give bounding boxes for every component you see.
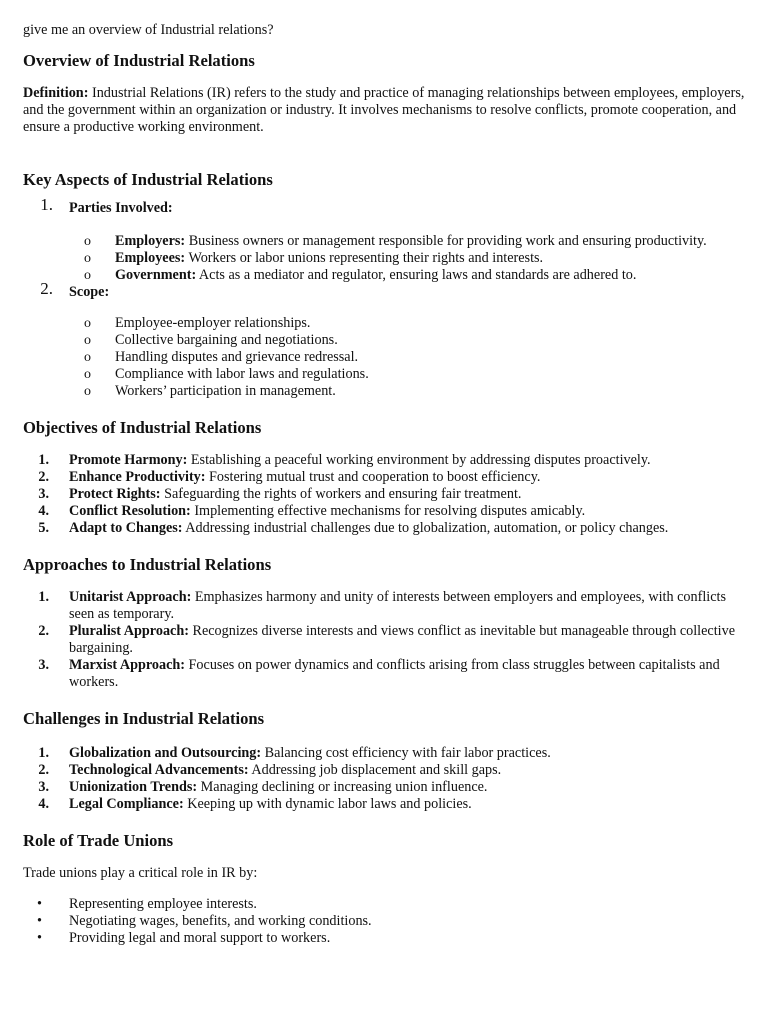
item-number: 3. <box>38 486 49 502</box>
list-item <box>23 657 745 691</box>
item-text: Establishing a peaceful working environment by addressing disputes proactively. <box>187 452 651 468</box>
trade-unions-heading: Role of Trade Unions <box>23 831 174 850</box>
circle-bullet-icon: o <box>84 251 91 266</box>
sub-list-item <box>69 267 745 284</box>
sub-item-label: Employers: <box>115 233 186 249</box>
bullet-icon: • <box>37 896 42 912</box>
parties-sublist <box>69 233 745 284</box>
item-text: Providing legal and moral support to workers. <box>69 930 331 946</box>
item-text: Addressing job displacement and skill gaps. <box>248 762 502 778</box>
approaches-heading: Approaches to Industrial Relations <box>23 555 272 574</box>
document-page <box>23 22 745 947</box>
list-item <box>23 195 745 284</box>
sub-item-label: Government: <box>115 267 197 283</box>
item-text: Representing employee interests. <box>69 896 257 912</box>
list-item <box>23 520 745 537</box>
scope-sublist <box>69 315 745 400</box>
sub-list-item <box>69 250 745 267</box>
list-item <box>23 623 745 657</box>
trade-unions-intro: Trade unions play a critical role in IR by: <box>23 865 258 881</box>
item-label: Marxist Approach: <box>69 657 185 673</box>
circle-bullet-icon: o <box>84 350 91 365</box>
list-item <box>23 762 745 779</box>
item-label: Unionization Trends: <box>69 779 198 795</box>
list-item <box>23 469 745 486</box>
key-aspects-list <box>23 195 745 400</box>
item-text: Managing declining or increasing union influence. <box>197 779 488 795</box>
definition-text: Industrial Relations (IR) refers to the study and practice of managing relationships between employees, employers, and the government within an organization or industry. It involves mechanisms to resolve conflicts, promote cooperation, and ensure a productive working environment. <box>23 85 745 135</box>
circle-bullet-icon: o <box>84 316 91 331</box>
item-number: 4. <box>38 796 49 812</box>
sub-item-text: Handling disputes and grievance redressal. <box>115 349 359 365</box>
objectives-heading: Objectives of Industrial Relations <box>23 418 262 437</box>
item-number: 2. <box>38 623 49 639</box>
item-number: 2. <box>38 469 49 485</box>
item-number: 2. <box>38 762 49 778</box>
sub-list-item <box>69 383 745 400</box>
list-item <box>23 589 745 623</box>
challenges-heading: Challenges in Industrial Relations <box>23 709 265 728</box>
circle-bullet-icon: o <box>84 268 91 283</box>
definition-paragraph <box>23 85 745 136</box>
bullet-icon: • <box>37 930 42 946</box>
item-label: Unitarist Approach: <box>69 589 192 605</box>
key-aspects-heading: Key Aspects of Industrial Relations <box>23 170 273 189</box>
sub-list-item <box>69 366 745 383</box>
item-text: Recognizes diverse interests and views conflict as inevitable but manageable through collective bargaining. <box>69 623 735 656</box>
sub-list-item <box>69 349 745 366</box>
list-item <box>23 503 745 520</box>
user-query: give me an overview of Industrial relations? <box>23 22 274 38</box>
circle-bullet-icon: o <box>84 384 91 399</box>
item-label: Enhance Productivity: <box>69 469 206 485</box>
list-item <box>23 796 745 813</box>
list-item <box>23 779 745 796</box>
objectives-list <box>23 452 745 537</box>
challenges-list <box>23 745 745 813</box>
item-text: Focuses on power dynamics and conflicts arising from class struggles between capitalists and workers. <box>69 657 720 690</box>
sub-item-label: Employees: <box>115 250 186 266</box>
item-label: Adapt to Changes: <box>69 520 183 536</box>
item-number: 2. <box>40 279 53 298</box>
item-label: Pluralist Approach: <box>69 623 189 639</box>
item-text: Negotiating wages, benefits, and working conditions. <box>69 913 372 929</box>
circle-bullet-icon: o <box>84 367 91 382</box>
item-label: Parties Involved: <box>69 200 173 216</box>
item-number: 5. <box>38 520 49 536</box>
list-item <box>23 745 745 762</box>
item-number: 1. <box>38 745 49 761</box>
list-item <box>23 896 745 913</box>
list-item <box>23 452 745 469</box>
sub-list-item <box>69 315 745 332</box>
sub-item-text: Employee-employer relationships. <box>115 315 311 331</box>
sub-list-item <box>69 233 745 250</box>
list-item <box>23 279 745 400</box>
sub-item-text: Acts as a mediator and regulator, ensuring laws and standards are adhered to. <box>196 267 637 283</box>
bullet-icon: • <box>37 913 42 929</box>
overview-heading: Overview of Industrial Relations <box>23 51 255 70</box>
item-number: 4. <box>38 503 49 519</box>
sub-item-text: Workers’ participation in management. <box>115 383 336 399</box>
sub-list-item <box>69 332 745 349</box>
sub-item-text: Compliance with labor laws and regulations. <box>115 366 369 382</box>
approaches-list <box>23 589 745 691</box>
item-label: Legal Compliance: <box>69 796 184 812</box>
list-item <box>23 930 745 947</box>
item-label: Promote Harmony: <box>69 452 188 468</box>
item-label: Protect Rights: <box>69 486 161 502</box>
item-number: 1. <box>38 589 49 605</box>
item-label: Technological Advancements: <box>69 762 249 778</box>
item-text: Addressing industrial challenges due to globalization, automation, or policy changes. <box>182 520 669 536</box>
definition-label: Definition: <box>23 85 89 101</box>
list-item <box>23 486 745 503</box>
item-label: Scope: <box>69 284 110 300</box>
item-text: Implementing effective mechanisms for resolving disputes amicably. <box>190 503 586 519</box>
item-text: Fostering mutual trust and cooperation to boost efficiency. <box>205 469 541 485</box>
sub-item-text: Business owners or management responsible for providing work and ensuring productivity. <box>185 233 707 249</box>
item-number: 1. <box>40 195 53 214</box>
item-number: 3. <box>38 779 49 795</box>
list-item <box>23 913 745 930</box>
sub-item-text: Workers or labor unions representing their rights and interests. <box>185 250 544 266</box>
item-text: Balancing cost efficiency with fair labor practices. <box>261 745 551 761</box>
item-label: Conflict Resolution: <box>69 503 191 519</box>
circle-bullet-icon: o <box>84 234 91 249</box>
circle-bullet-icon: o <box>84 333 91 348</box>
trade-unions-list <box>23 896 745 947</box>
item-number: 1. <box>38 452 49 468</box>
sub-item-text: Collective bargaining and negotiations. <box>115 332 338 348</box>
item-number: 3. <box>38 657 49 673</box>
item-text: Safeguarding the rights of workers and ensuring fair treatment. <box>160 486 522 502</box>
item-text: Emphasizes harmony and unity of interests between employers and employees, with conflicts seen as temporary. <box>69 589 726 622</box>
item-text: Keeping up with dynamic labor laws and policies. <box>183 796 472 812</box>
item-label: Globalization and Outsourcing: <box>69 745 262 761</box>
